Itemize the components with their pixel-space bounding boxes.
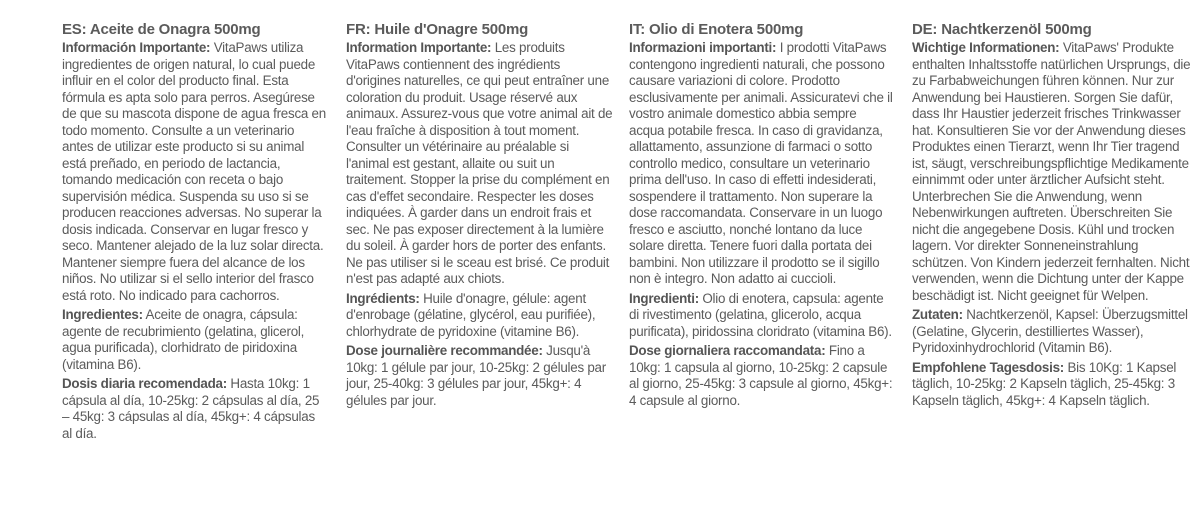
ingredients-text: Huile d'onagre, gélule: agent d'enrobage (gélatine, glycérol, eau purifiée), chlorhydrate de pyridoxine (vitamine B6). [346,290,596,339]
dose-label: Empfohlene Tagesdosis: [912,359,1064,375]
dose-text: Jusqu'à 10kg: 1 gélule par jour, 10-25kg: 2 gélules par jour, 25-40kg: 3 gélules par jour, 45kg+: 4 gélules par jour. [346,343,606,408]
ingredients-text: Aceite de onagra, cápsula: agente de recubrimiento (gelatina, glicerol, agua purificada), clorhidrato de piridoxina (vitamina B6). [62,307,305,372]
ingredients-label: Ingredientes: [62,307,143,322]
ingredients-paragraph [629,291,895,341]
important-info-text: Les produits VitaPaws contiennent des ingrédients d'origines naturelles, ce qui peut entraîner une coloration du produit. Usage réservé aux animaux. Assurez-vous que votre animal ait de l'eau fraîche à disposition à tout moment. Consulter un vétérinaire au préalable si l'animal est gestant, allaite ou suit un traitement. Stopper la prise du complément en cas d'effet secondaire. Respecter les doses indiquées. À garder dans un endroit frais et sec. Ne pas exposer directement à la lumière du soleil. À garder hors de porter des enfants. Ne pas utiliser si le sceau est brisé. Ce produit n'est pas adapté aux chiots. [346,40,613,286]
dose-paragraph [346,343,614,409]
column-french [346,20,614,412]
column-title: FR: Huile d'Onagre 500mg [346,21,529,38]
ingredients-label: Ingredienti: [629,290,699,306]
important-info-text: VitaPaws' Produkte enthalten Inhaltsstoffe natürlichen Ursprungs, die zu Farbabweichungen führen können. Nur zur Anwendung bei Haustieren. Sorgen Sie dafür, dass Ihr Haustier jederzeit frisches Trinkwasser hat. Konsultieren Sie vor der Anwendung dieses Produktes einen Tierarzt, wenn Ihr Tier tragend ist, säugt, verschreibungspflichtige Medikamente einnimmt oder unter ärztlicher Aufsicht steht. Unterbrechen Sie die Anwendung, wenn Nebenwirkungen auftreten. Überschreiten Sie nicht die angegebene Dosis. Kühl und trocken lagern. Vor direkter Sonneneinstrahlung schützen. Von Kindern jederzeit fernhalten. Nicht verwenden, wenn die Dichtung unter der Kappe beschädigt ist. Nicht geeignet für Welpen. [912,40,1191,303]
important-info-text: VitaPaws utiliza ingredientes de origen natural, lo cual puede influir en el color del producto final. Esta fórmula es apta solo para perros. Asegúrese de que su mascota dispone de agua fresca en todo momento. Consulte a un veterinario antes de utilizar este producto si su animal está preñado, en periodo de lactancia, tomando medicación con receta o bajo supervisión médica. Suspenda su uso si se producen reacciones adversas. No superar la dosis indicada. Conservar en lugar fresco y seco. Mantener alejado de la luz solar directa. Mantener siempre fuera del alcance de los niños. No utilizar si el sello interior del frasco está roto. No indicado para cachorros. [62,40,326,303]
column-italian [629,20,895,412]
column-title: IT: Olio di Enotera 500mg [629,21,804,38]
dose-paragraph [912,360,1194,410]
ingredients-paragraph [62,307,328,373]
important-info-paragraph [912,40,1194,304]
important-info-label: Informazioni importanti: [629,40,777,55]
column-title: ES: Aceite de Onagra 500mg [62,21,261,38]
dose-text: Bis 10Kg: 1 Kapsel täglich, 10-25kg: 2 Kapseln täglich, 25-45kg: 3 Kapseln täglich, 45kg+: 4 Kapseln täglich. [912,359,1177,408]
column-german [912,20,1194,412]
ingredients-text: Olio di enotera, capsula: agente di rivestimento (gelatina, glicerolo, acqua purificata), piridossina cloridrato (vitamina B6). [629,290,892,339]
dose-paragraph [62,376,328,442]
dose-label: Dosis diaria recomendada: [62,376,227,391]
ingredients-paragraph [346,291,614,341]
dose-text: Fino a 10kg: 1 capsula al giorno, 10-25kg: 2 capsule al giorno, 25-45kg: 3 capsule al giorno, 45kg+: 4 capsule al giorno. [629,343,893,408]
dose-text: Hasta 10kg: 1 cápsula al día, 10-25kg: 2 cápsulas al día, 25 – 45kg: 3 cápsulas al día, 45kg+: 4 cápsulas al día. [62,376,320,441]
ingredients-label: Zutaten: [912,307,963,322]
dose-label: Dose giornaliera raccomandata: [629,343,826,358]
ingredients-label: Ingrédients: [346,290,420,306]
ingredients-paragraph [912,307,1194,357]
important-info-paragraph [62,40,328,304]
ingredients-text: Nachtkerzenöl, Kapsel: Überzugsmittel (Gelatine, Glycerin, destilliertes Wasser), Pyridoxinhydrochlorid (Vitamin B6). [912,307,1188,355]
important-info-label: Information Importante: [346,40,492,55]
dose-paragraph [629,343,895,409]
column-title: DE: Nachtkerzenöl 500mg [912,21,1092,38]
important-info-text: I prodotti VitaPaws contengono ingredienti naturali, che possono causare variazioni di colore. Prodotto esclusivamente per animali. Assicuratevi che il vostro animale domestico abbia sempre acqua potabile fresca. In caso di gravidanza, allattamento, assunzione di farmaci o sotto controllo medico, consultare un veterinario prima dell'uso. In caso di effetti indesiderati, sospendere il trattamento. Non superare la dose raccomandata. Conservare in un luogo fresco e asciutto, nonché lontano da luce solare diretta. Tenere fuori dalla portata dei bambini. Non utilizzare il prodotto se il sigillo non è integro. Non adatto ai cuccioli. [629,40,893,286]
dose-label: Dose journalière recommandée: [346,343,543,358]
important-info-paragraph [346,40,614,288]
important-info-label: Wichtige Informationen: [912,40,1060,55]
column-spanish [62,20,328,445]
important-info-paragraph [629,40,895,288]
important-info-label: Información Importante: [62,40,211,55]
